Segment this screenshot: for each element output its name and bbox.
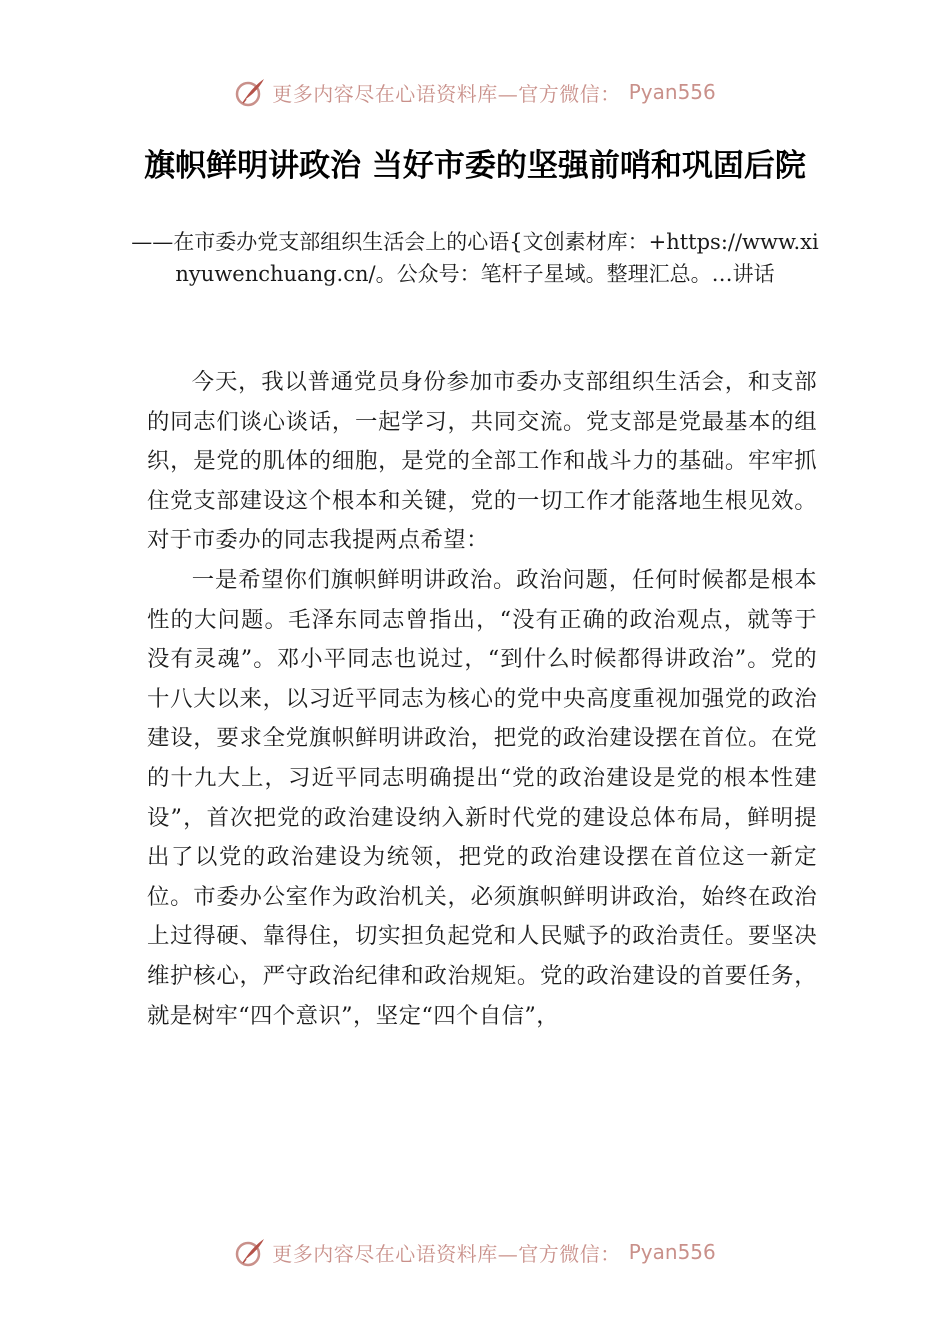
quill-pen-logo-icon [234,1236,266,1268]
paragraph: 一是希望你们旗帜鲜明讲政治。政治问题，任何时候都是根本性的大问题。毛泽东同志曾指出，“没有正确的政治观点，就等于没有灵魂”。邓小平同志也说过，“到什么时候都得讲政治”。党的十八大以来，以习近平同志为核心的党中央高度重视加强党的政治建设，要求全党旗帜鲜明讲政治，把党的政治建设摆在首位。在党的十九大上，习近平同志明确提出“党的政治建设是党的根本性建设”，首次把党的政治建设纳入新时代党的建设总体布局，鲜明提出了以党的政治建设为统领，把党的政治建设摆在首位这一新定位。市委办公室作为政治机关，必须旗帜鲜明讲政治，始终在政治上过得硬、靠得住，切实担负起党和人民赋予的政治责任。要坚决维护核心，严守政治纪律和政治规矩。党的政治建设的首要任务，就是树牢“四个意识”，坚定“四个自信”， [147,566,817,1029]
document-body [147,363,817,1036]
document-subtitle: ——在市委办党支部组织生活会上的心语{文创素材库：+https://www.xinyuwenchuang.cn/。公众号：笔杆子星域。整理汇总。…讲话 [131,230,819,286]
watermark-wechat-id: Pyan556 [628,80,716,104]
watermark-text: 更多内容尽在心语资料库—官方微信： [272,1241,621,1266]
watermark-text: 更多内容尽在心语资料库—官方微信： [272,81,621,106]
paragraph: 今天，我以普通党员身份参加市委办支部组织生活会，和支部的同志们谈心谈话，一起学习，共同交流。党支部是党最基本的组织，是党的肌体的细胞，是党的全部工作和战斗力的基础。牢牢抓住党支部建设这个根本和关键，党的一切工作才能落地生根见效。对于市委办的同志我提两点希望： [147,369,817,554]
watermark-wechat-id: Pyan556 [628,1240,716,1264]
header-watermark [0,72,950,112]
footer-watermark [0,1232,950,1272]
quill-pen-logo-icon [234,76,266,108]
document-title: 旗帜鲜明讲政治 当好市委的坚强前哨和巩固后院 [144,148,806,184]
